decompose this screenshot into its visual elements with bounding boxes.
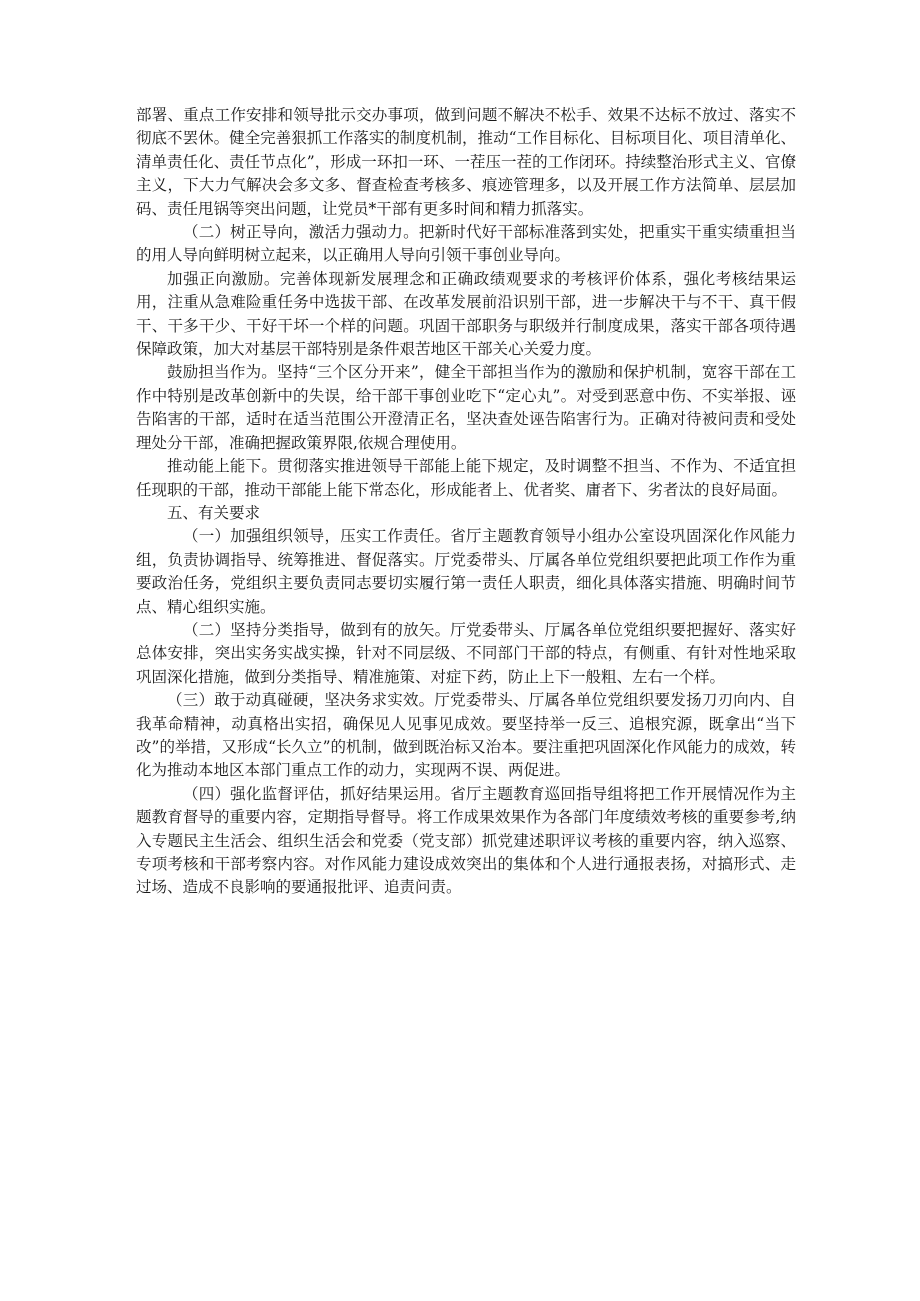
document-page (136, 104, 796, 900)
paragraph-continuation: 部署、重点工作安排和领导批示交办事项，做到问题不解决不松手、效果不达标不放过、落实不彻底不罢休。健全完善狠抓工作落实的制度机制，推动“工作目标化、目标项目化、项目清单化、清单责任化、责任节点化”，形成一环扣一环、一茬压一茬的工作闭环。持续整治形式主义、官僚主义，下大力气解决会多文多、督查检查考核多、痕迹管理多，以及开展工作方法简单、层层加码、责任甩锅等突出问题，让党员*干部有更多时间和精力抓落实。 (136, 106, 796, 218)
paragraph-encourage-responsibility: 鼓励担当作为。坚持“三个区分开来”，健全干部担当作为的激励和保护机制，宽容干部在工作中特别是改革创新中的失误，给干部干事创业吃下“定心丸”。对受到恶意中伤、不实举报、诬告陷害的干部，适时在适当范围公开澄清正名，坚决查处诬告陷害行为。正确对待被问责和受处理处分干部，准确把握政策界限,依规合理使用。 (136, 363, 796, 452)
section-heading-requirements: 五、有关要求 (167, 503, 261, 522)
paragraph-promote-demote: 推动能上能下。贯彻落实推进领导干部能上能下规定，及时调整不担当、不作为、不适宜担任现职的干部，推动干部能上能下常态化，形成能者上、优者奖、庸者下、劣者汰的良好局面。 (136, 457, 796, 499)
paragraph-requirement-2: （二）坚持分类指导，做到有的放矢。厅党委带头、厅属各单位党组织要把握好、落实好总体安排，突出实务实战实操，针对不同层级、不同部门干部的特点，有侧重、有针对性地采取巩固深化措施，做到分类指导、精准施策、对症下药，防止上下一般粗、左右一个样。 (136, 620, 796, 686)
paragraph-section-2-heading: （二）树正导向，激活力强动力。把新时代好干部标准落到实处，把重实干重实绩重担当的用人导向鲜明树立起来，以正确用人导向引领干事创业导向。 (136, 223, 796, 265)
paragraph-requirement-3: （三）敢于动真碰硬，坚决务求实效。厅党委带头、厅属各单位党组织要发扬刀刃向内、自我革命精神，动真格出实招，确保见人见事见成效。要坚持举一反三、追根究源，既拿出“当下改”的举措，又形成“长久立”的机制，做到既治标又治本。要注重把巩固深化作风能力的成效，转化为推动本地区本部门重点工作的动力，实现两不误、两促进。 (136, 691, 796, 780)
paragraph-positive-incentive: 加强正向激励。完善体现新发展理念和正确政绩观要求的考核评价体系，强化考核结果运用，注重从急难险重任务中选拔干部、在改革发展前沿识别干部，进一步解决干与不干、真干假干、干多干少、干好干坏一个样的问题。巩固干部职务与职级并行制度成果，落实干部各项待遇保障政策，加大对基层干部特别是条件艰苦地区干部关心关爱力度。 (136, 269, 796, 359)
paragraph-requirement-1: （一）加强组织领导，压实工作责任。省厅主题教育领导小组办公室设巩固深化作风能力组，负责协调指导、统筹推进、督促落实。厅党委带头、厅属各单位党组织要把此项工作作为重要政治任务，党组织主要负责同志要切实履行第一责任人职责，细化具体落实措施、明确时间节点、精心组织实施。 (136, 527, 796, 616)
paragraph-requirement-4: （四）强化监督评估，抓好结果运用。省厅主题教育巡回指导组将把工作开展情况作为主题教育督导的重要内容，定期指导督导。将工作成果效果作为各部门年度绩效考核的重要参考,纳入专题民主生活会、组织生活会和党委（党支部）抓党建述职评议考核的重要内容，纳入巡察、专项考核和干部考察内容。对作风能力建设成效突出的集体和个人进行通报表扬，对搞形式、走过场、造成不良影响的要通报批评、追责问责。 (136, 784, 796, 897)
